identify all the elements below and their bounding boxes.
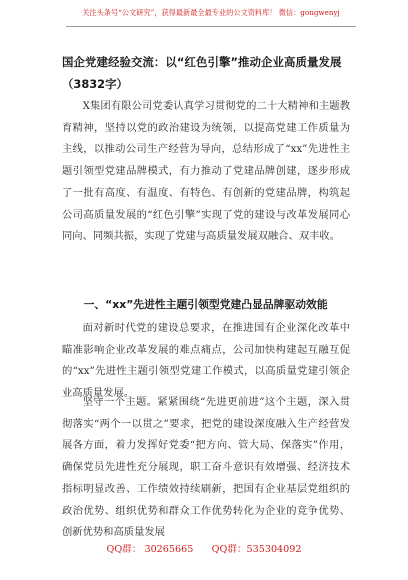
section-heading: 一、“xx”先进性主题引领型党建凸显品牌驱动效能 [83, 298, 328, 311]
word-count: （3832字） [62, 77, 128, 91]
header-banner: 关注头条号“公文研究”，获得最新最全最专业的公文资料库！ 微信：gongwenyj [82, 8, 340, 17]
header-divider [66, 26, 356, 27]
footer-contact [0, 544, 408, 556]
document-title: 国企党建经验交流：以“红色引擎”推动企业高质量发展 [62, 55, 342, 69]
body-paragraph: 面对新时代党的建设总要求，在推进国有企业深化改革中瞄准影响企业改革发展的难点痛点，公司加快构建起互融互促的“xx”先进性主题引领型党建工作模式，以高质量党建引领企业高质量发展。 [62, 322, 350, 400]
body-paragraph: 坚守一个主题。紧紧围绕“先进更前进”这个主题，深入贯彻落实“两个一以贯之”要求，把党的建设深度融入生产经营发展各方面，着力发挥好党委“把方向、管大局、保落实”作用，确保党员先进性充分展现，职工奋斗意识有效增强、经济技术指标明显改善、工作绩效持续刷新，把国有企业基层党组织的政治优势、组织优势和群众工作优势转化为企业的竞争优势、创新优势和高质量发展 [62, 396, 350, 539]
qq-group-1: QQ群： 30265665 [106, 544, 194, 555]
qq-group-2: QQ群：535304092 [211, 544, 302, 555]
body-paragraph: X集团有限公司党委认真学习贯彻党的二十大精神和主题教育精神，坚持以党的政治建设为统领，以提高党建工作质量为主线，以推动公司生产经营为导向，总结形成了“xx”先进性主题引领型党建品牌模式，有力推动了党建品牌创建，逐步形成了一批有高度、有温度、有特色、有创新的党建品牌，构筑起公司高质量发展的“红色引擎”实现了党的建设与改革发展同心同向、同频共振，实现了党建与高质量发展双融合、双丰收。 [62, 100, 350, 243]
